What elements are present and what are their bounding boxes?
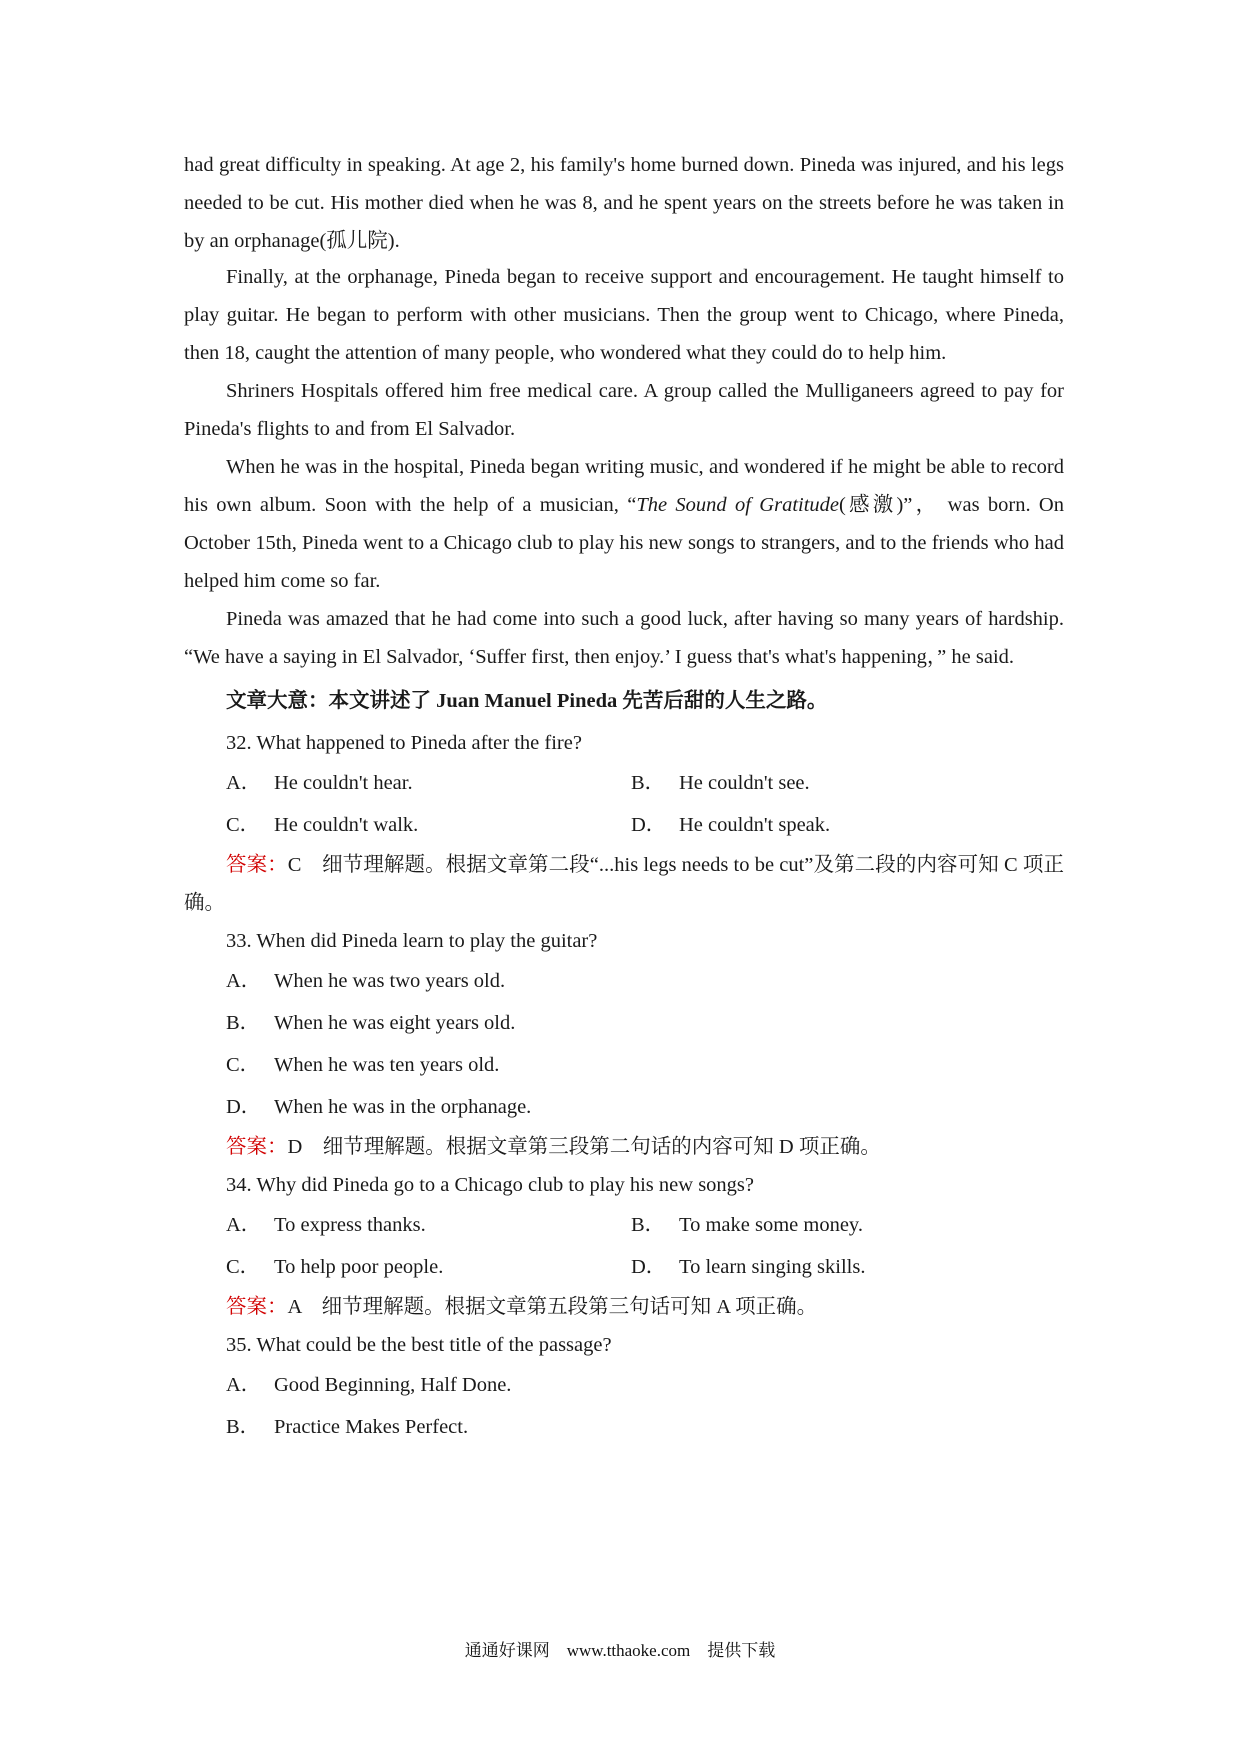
option-text: To learn singing skills.	[679, 1256, 866, 1278]
option-letter: C．	[226, 1054, 261, 1076]
option-c	[226, 1248, 631, 1286]
passage-paragraph: Finally, at the orphanage, Pineda began to receive support and encouragement. He taught himself to play guitar. He began to perform with other musicians. Then the group went to Chicago, where Pineda, then 18, caught the attention of many people, who wondered what they could do to help him.	[184, 266, 1064, 364]
passage-paragraph: had great difficulty in speaking. At age 2, his family's home burned down. Pineda was injured, and his legs needed to be cut. His mother died when he was 8, and he spent years on the streets before he was taken in by an orphanage(孤儿院).	[184, 154, 1064, 252]
option-text: He couldn't walk.	[274, 814, 419, 836]
option-text: Practice Makes Perfect.	[274, 1416, 469, 1438]
question-stem: 33. When did Pineda learn to play the guitar?	[226, 930, 598, 952]
answer-label: 答案：	[226, 1136, 288, 1158]
answer-explanation	[184, 1128, 1064, 1166]
option-text: To express thanks.	[274, 1214, 426, 1236]
option-text: He couldn't see.	[679, 772, 810, 794]
option-text: He couldn't hear.	[274, 772, 413, 794]
option-c	[184, 1044, 1064, 1086]
option-row	[184, 804, 1064, 846]
option-a	[184, 1364, 1064, 1406]
passage-paragraph: Shriners Hospitals offered him free medical care. A group called the Mulliganeers agreed to pay for Pineda's flights to and from El Salvador.	[184, 380, 1064, 440]
option-text: When he was two years old.	[274, 970, 506, 992]
option-letter: B．	[226, 1416, 261, 1438]
option-text: When he was eight years old.	[274, 1012, 516, 1034]
option-row	[184, 1204, 1064, 1246]
option-row	[184, 1246, 1064, 1288]
option-text: To make some money.	[679, 1214, 863, 1236]
option-b	[184, 1002, 1064, 1044]
passage-text: When he was in the hospital, Pineda began writing music, and wondered if he might be able to record his own album. Soon with the help of a musician, “	[184, 456, 1064, 516]
option-letter: D．	[631, 814, 667, 836]
answer-label: 答案：	[226, 854, 288, 876]
option-b	[631, 764, 1036, 802]
option-letter: D．	[631, 1256, 667, 1278]
option-letter: A．	[226, 1214, 262, 1236]
option-text: When he was in the orphanage.	[274, 1096, 532, 1118]
option-letter: B．	[631, 1214, 666, 1236]
question-stem: 34. Why did Pineda go to a Chicago club to play his new songs?	[226, 1174, 754, 1196]
option-b	[631, 1206, 1036, 1244]
passage-text: (感激)”， was born. On October 15th, Pineda went to a Chicago club to play his new songs to strangers, and to the friends who had helped him come so far.	[184, 494, 1064, 592]
option-a	[184, 960, 1064, 1002]
option-text: Good Beginning, Half Done.	[274, 1374, 512, 1396]
passage-summary: 文章大意：本文讲述了 Juan Manuel Pineda 先苦后甜的人生之路。	[226, 690, 828, 712]
option-letter: A．	[226, 772, 262, 794]
option-text: He couldn't speak.	[679, 814, 831, 836]
option-letter: A．	[226, 1374, 262, 1396]
option-letter: D．	[226, 1096, 262, 1118]
option-a	[226, 764, 631, 802]
answer-text: A 细节理解题。根据文章第五段第三句话可知 A 项正确。	[287, 1296, 818, 1318]
document-body	[184, 146, 1064, 1448]
option-text: To help poor people.	[274, 1256, 444, 1278]
option-b	[184, 1406, 1064, 1448]
answer-explanation	[184, 846, 1064, 922]
question-stem: 32. What happened to Pineda after the fire?	[226, 732, 582, 754]
option-letter: C．	[226, 814, 261, 836]
option-d	[631, 1248, 1036, 1286]
answer-label: 答案：	[226, 1296, 288, 1318]
answer-text: C 细节理解题。根据文章第二段“...his legs needs to be cut”及第二段的内容可知 C 项正确。	[184, 854, 1064, 914]
option-letter: B．	[631, 772, 666, 794]
option-c	[226, 806, 631, 844]
option-d	[631, 806, 1036, 844]
album-title: The Sound of Gratitude	[636, 494, 840, 516]
option-letter: A．	[226, 970, 262, 992]
answer-explanation	[184, 1288, 1064, 1326]
option-d	[184, 1086, 1064, 1128]
answer-text: D 细节理解题。根据文章第三段第二句话的内容可知 D 项正确。	[287, 1136, 881, 1158]
option-a	[226, 1206, 631, 1244]
page-footer: 通通好课网 www.tthaoke.com 提供下载	[464, 1641, 776, 1660]
option-text: When he was ten years old.	[274, 1054, 500, 1076]
passage-paragraph	[184, 448, 1064, 600]
option-letter: B．	[226, 1012, 261, 1034]
option-row	[184, 762, 1064, 804]
question-stem: 35. What could be the best title of the passage?	[226, 1334, 612, 1356]
option-letter: C．	[226, 1256, 261, 1278]
passage-paragraph: Pineda was amazed that he had come into such a good luck, after having so many years of hardship. “We have a saying in El Salvador, ‘Suffer first, then enjoy.’ I guess that's what's happening，” he said.	[184, 608, 1064, 668]
